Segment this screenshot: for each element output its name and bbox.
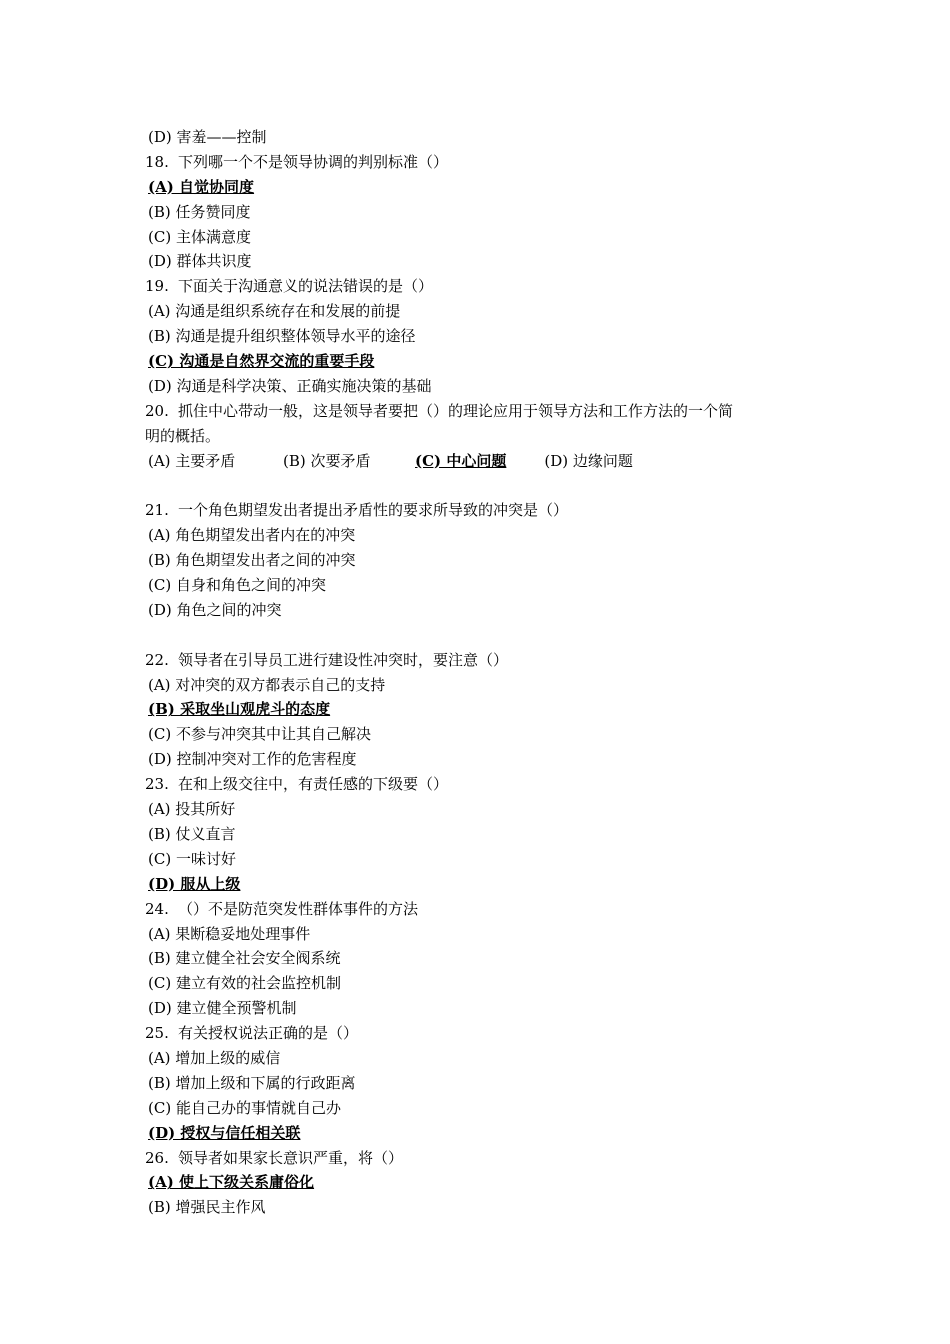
- q22-option-d: (D) 控制冲突对工作的危害程度: [148, 750, 357, 769]
- question-19: [145, 274, 825, 299]
- question-20: [145, 399, 825, 424]
- question-number: 21.: [145, 501, 169, 520]
- q21-option-a: (A) 角色期望发出者内在的冲突: [148, 526, 356, 545]
- q23-option-b: (B) 仗义直言: [148, 824, 236, 843]
- question-number: 18.: [145, 152, 169, 171]
- question-number: 26.: [145, 1148, 169, 1167]
- question-18: [145, 150, 825, 175]
- question-text: 有关授权说法正确的是（）: [178, 1024, 359, 1043]
- q19-option-d: (D) 沟通是科学决策、正确实施决策的基础: [148, 376, 432, 395]
- q18-option-c: (C) 主体满意度: [148, 227, 251, 246]
- q20-options: [145, 449, 825, 474]
- question-text: （）不是防范突发性群体事件的方法: [178, 899, 419, 918]
- q23-option-d-answer: (D) 服从上级: [148, 874, 241, 893]
- question-number: 24.: [145, 899, 169, 918]
- q22-option-a: (A) 对冲突的双方都表示自己的支持: [148, 675, 386, 694]
- question-text: 下面关于沟通意义的说法错误的是（）: [178, 277, 434, 296]
- q25-option-c: (C) 能自己办的事情就自己办: [148, 1098, 341, 1117]
- q25-option-b: (B) 增加上级和下属的行政距离: [148, 1073, 356, 1092]
- q26-option-a-answer: (A) 使上下级关系庸俗化: [148, 1173, 315, 1192]
- question-text: 抓住中心带动一般，这是领导者要把（）的理论应用于领导方法和工作方法的一个简: [178, 401, 734, 420]
- q24-option-d: (D) 建立健全预警机制: [148, 999, 297, 1018]
- question-text: 领导者如果家长意识严重，将（）: [178, 1148, 404, 1167]
- q21-option-b: (B) 角色期望发出者之间的冲突: [148, 551, 356, 570]
- q20-option-d: (D) 边缘问题: [544, 451, 633, 470]
- document-page: [145, 125, 825, 1220]
- question-number: 22.: [145, 650, 169, 669]
- question-text: 在和上级交往中，有责任感的下级要（）: [178, 775, 449, 794]
- question-number: 23.: [145, 775, 169, 794]
- q20-option-a: (A) 主要矛盾: [148, 451, 236, 470]
- q20-option-b: (B) 次要矛盾: [283, 451, 371, 470]
- q23-option-c: (C) 一味讨好: [148, 849, 236, 868]
- q24-option-a: (A) 果断稳妥地处理事件: [148, 924, 311, 943]
- q24-option-b: (B) 建立健全社会安全阀系统: [148, 949, 341, 968]
- spacer: [145, 623, 825, 648]
- question-22: [145, 648, 825, 673]
- q23-option-a: (A) 投其所好: [148, 800, 236, 819]
- question-number: 25.: [145, 1024, 169, 1043]
- question-23: [145, 772, 825, 797]
- q25-option-d-answer: (D) 授权与信任相关联: [148, 1123, 301, 1142]
- q21-option-d: (D) 角色之间的冲突: [148, 600, 282, 619]
- spacer: [145, 473, 825, 498]
- q22-option-b-answer: (B) 采取坐山观虎斗的态度: [148, 700, 331, 719]
- q18-option-a-answer: (A) 自觉协同度: [148, 177, 255, 196]
- q21-option-c: (C) 自身和角色之间的冲突: [148, 576, 326, 595]
- question-20-continued: 明的概括。: [145, 426, 221, 445]
- q19-option-b: (B) 沟通是提升组织整体领导水平的途径: [148, 327, 416, 346]
- q22-option-c: (C) 不参与冲突其中让其自己解决: [148, 725, 371, 744]
- question-24: [145, 897, 825, 922]
- q18-option-d: (D) 群体共识度: [148, 252, 252, 271]
- q19-option-c-answer: (C) 沟通是自然界交流的重要手段: [148, 352, 375, 371]
- q25-option-a: (A) 增加上级的威信: [148, 1048, 281, 1067]
- q19-option-a: (A) 沟通是组织系统存在和发展的前提: [148, 302, 401, 321]
- question-number: 19.: [145, 277, 169, 296]
- question-text: 一个角色期望发出者提出矛盾性的要求所导致的冲突是（）: [178, 501, 569, 520]
- question-number: 20.: [145, 401, 169, 420]
- question-21: [145, 498, 825, 523]
- q18-option-b: (B) 任务赞同度: [148, 202, 251, 221]
- question-text: 领导者在引导员工进行建设性冲突时，要注意（）: [178, 650, 509, 669]
- q26-option-b: (B) 增强民主作风: [148, 1198, 266, 1217]
- q20-option-c-answer: (C) 中心问题: [415, 451, 507, 470]
- q17-option-d: (D) 害羞——控制: [148, 128, 267, 146]
- question-text: 下列哪一个不是领导协调的判别标准（）: [178, 152, 449, 171]
- question-26: [145, 1146, 825, 1171]
- q24-option-c: (C) 建立有效的社会监控机制: [148, 974, 341, 993]
- question-25: [145, 1021, 825, 1046]
